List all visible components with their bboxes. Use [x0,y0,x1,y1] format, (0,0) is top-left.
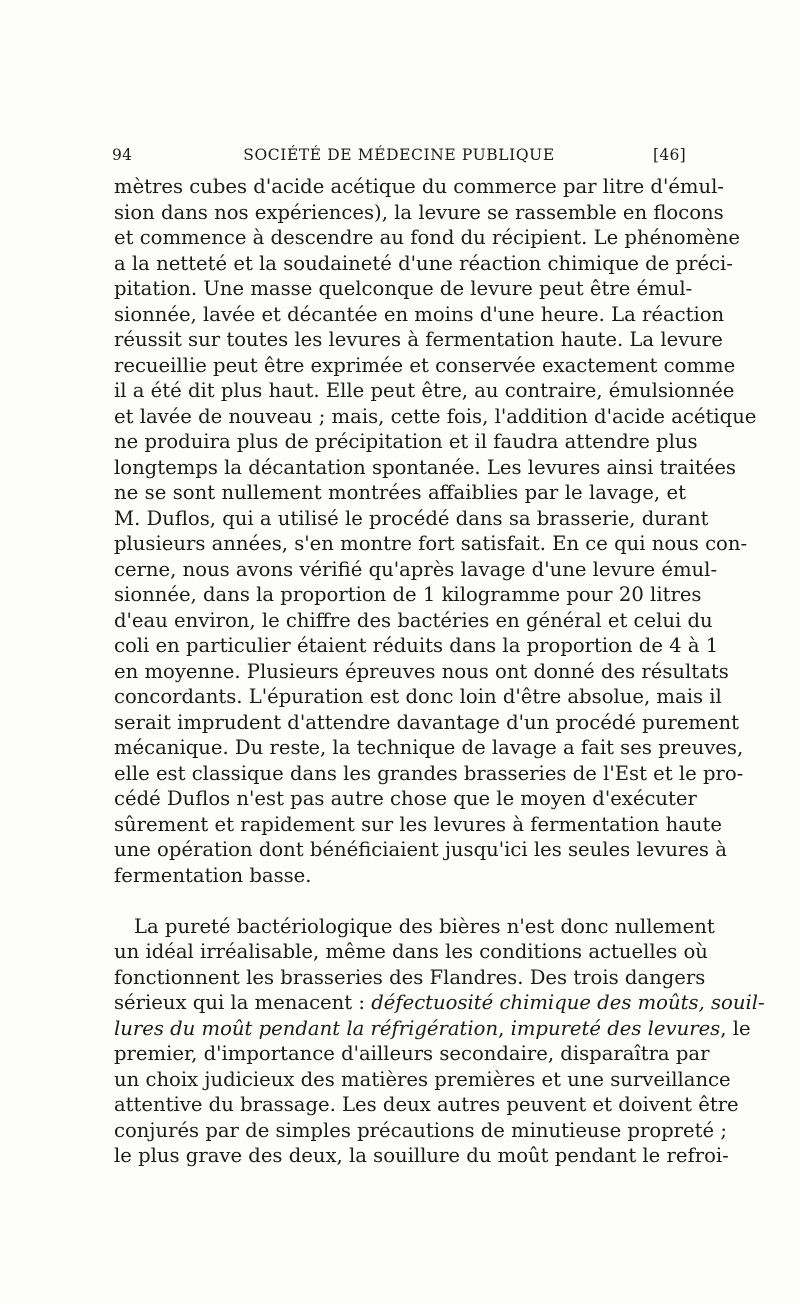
text-line: une opération dont bénéficiaient jusqu'ici les seules levures à [114,838,727,861]
text-line: fermentation basse. [114,863,312,887]
text-line: pitation. Une masse quelconque de levure peut être émul- [114,277,693,300]
text-segment: , le [720,1016,751,1040]
text-line: premier, d'importance d'ailleurs secondaire, disparaîtra par [114,1042,710,1065]
paragraph-gap [114,888,686,914]
page-number: 94 [112,146,133,164]
text-line: a la netteté et la soudaineté d'une réaction chimique de préci- [114,251,733,275]
text-line: sûrement et rapidement sur les levures à fermentation haute [114,812,722,836]
paragraph-2 [114,914,765,1169]
text-segment: sérieux qui la menacent : [114,991,372,1014]
text-line: le plus grave des deux, la souillure du moût pendant le refroi- [114,1144,729,1167]
text-line [114,990,765,1016]
running-title: SOCIÉTÉ DE MÉDECINE PUBLIQUE [243,146,555,164]
text-line: en moyenne. Plusieurs épreuves nous ont donné des résultats [114,659,729,683]
body-text [114,174,765,1169]
text-line: conjurés par de simples précautions de minutieuse propreté ; [114,1118,727,1142]
italic-phrase: défectuosité chimique des moûts, souil- [371,991,765,1014]
text-segment: , [498,1016,511,1040]
text-line: mètres cubes d'acide acétique du commerce par litre d'émul- [114,175,725,198]
text-line: sionnée, lavée et décantée en moins d'une heure. La réaction [114,302,725,326]
text-line: ne se sont nullement montrées affaiblies par le lavage, et [114,481,686,504]
text-line: cerne, nous avons vérifié qu'après lavage d'une levure émul- [114,557,718,581]
text-line: et lavée de nouveau ; mais, cette fois, l'addition d'acide acétique [114,404,757,428]
running-header [112,146,686,172]
page-reference: [46] [652,146,686,164]
text-line: ne produira plus de précipitation et il faudra attendre plus [114,430,698,453]
text-line: recueillie peut être exprimée et conservée exactement comme [114,353,736,377]
text-line: d'eau environ, le chiffre des bactéries en général et celui du [114,608,713,632]
text-line: longtemps la décantation spontanée. Les levures ainsi traitées [114,455,736,479]
italic-phrase: lures du moût pendant la réfrigération [114,1016,499,1040]
text-line: concordants. L'épuration est donc loin d'être absolue, mais il [114,685,722,708]
text-line: M. Duflos, qui a utilisé le procédé dans sa brasserie, durant [114,506,709,530]
text-line: fonctionnent les brasseries des Flandres. Des trois dangers [114,965,706,989]
paragraph-1 [114,174,757,888]
text-line: plusieurs années, s'en montre fort satisfait. En ce qui nous con- [114,532,748,555]
text-line: un idéal irréalisable, même dans les conditions actuelles où [114,940,708,963]
text-line: mécanique. Du reste, la technique de lavage a fait ses preuves, [114,736,744,759]
text-line: un choix judicieux des matières premières et une surveillance [114,1067,731,1091]
text-line: La pureté bactériologique des bières n'est donc nullement [134,914,715,938]
text-line: réussit sur toutes les levures à fermentation haute. La levure [114,328,723,351]
text-line: sionnée, dans la proportion de 1 kilogramme pour 20 litres [114,583,702,606]
text-line: elle est classique dans les grandes brasseries de l'Est et le pro- [114,761,744,785]
text-line: sion dans nos expériences), la levure se rassemble en flocons [114,200,724,224]
text-line: attentive du brassage. Les deux autres peuvent et doivent être [114,1093,739,1116]
italic-phrase: impureté des levures [510,1016,721,1040]
text-line: serait imprudent d'attendre davantage d'un procédé purement [114,710,739,734]
text-line: et commence à descendre au fond du récipient. Le phénomène [114,226,740,249]
text-line: il a été dit plus haut. Elle peut être, au contraire, émulsionnée [114,379,735,402]
text-line: cédé Duflos n'est pas autre chose que le moyen d'exécuter [114,787,697,810]
text-line: coli en particulier étaient réduits dans la proportion de 4 à 1 [114,634,719,657]
text-line [114,1016,751,1042]
